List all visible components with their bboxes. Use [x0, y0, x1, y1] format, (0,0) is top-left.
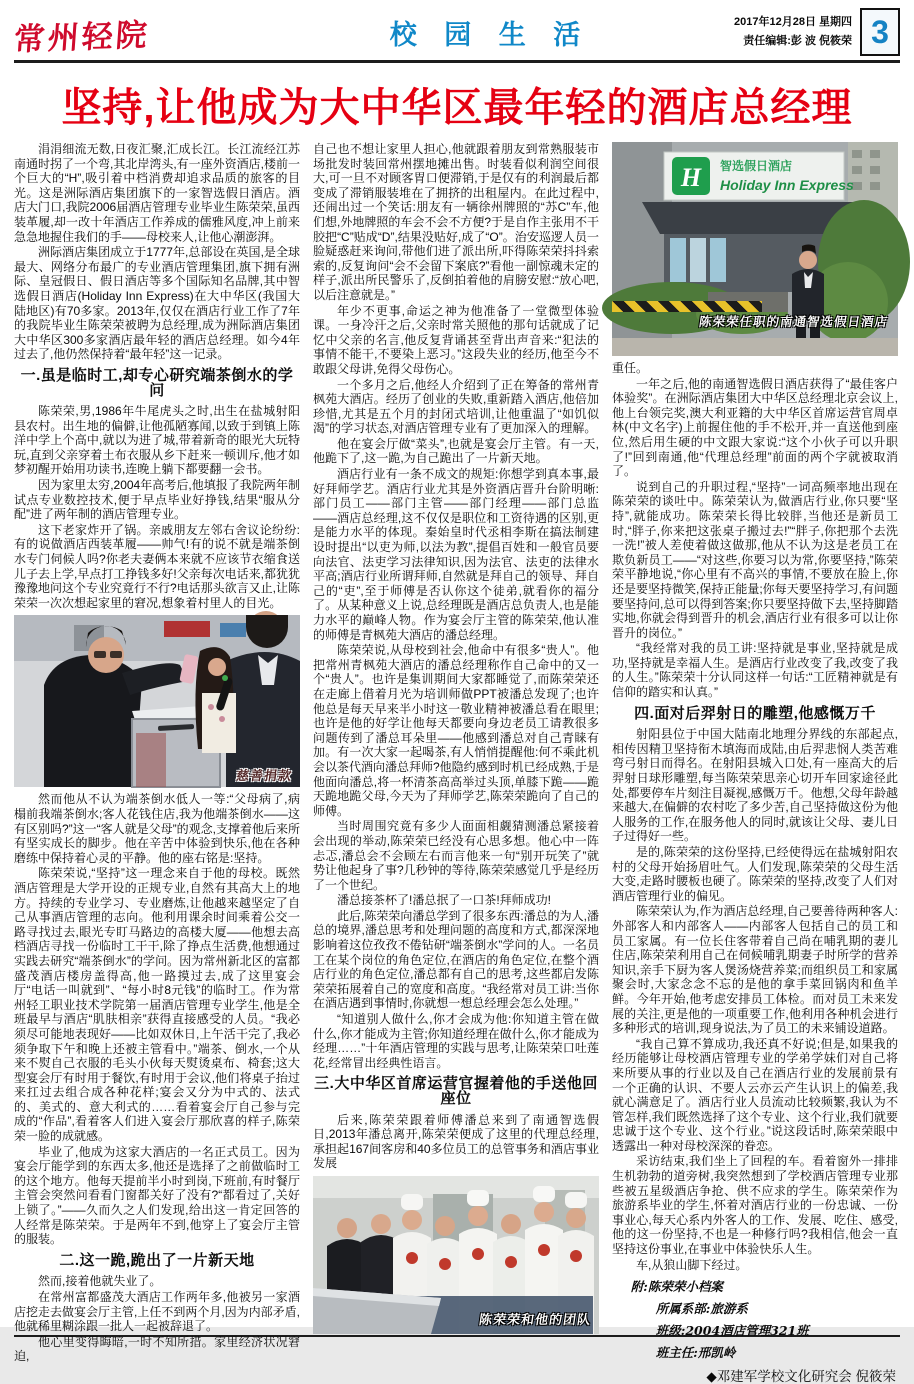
photo-caption: 慈善捐款 — [235, 767, 294, 783]
team-photo-art — [313, 1176, 599, 1334]
photo-team — [313, 1176, 599, 1334]
article-paragraph: 然而他从不认为端茶倒水低人一等:“父母病了,病榻前我端茶倒水;客人花钱住店,我为他端茶倒水——这有区别吗?”这一“客人就是父母”的观念,支撑着他后来所有坚实成长的脚步。他在辛苦中体验到快乐,他在各种磨练中保持着心灵的平静。他的座右铭是:坚持。 — [14, 792, 300, 865]
hazard-stripe — [612, 301, 762, 312]
article-paragraph: 当时周围究竟有多少人面面相觑猜测潘总紧接着会出现的举动,陈荣荣已经没有心思多想。他心中一阵忐忑,潘总会不会顾左右而言他来一句“别开玩笑了”就势让他起身了事?几秒钟的等待,陈荣荣感觉几乎是经历了一个世纪。 — [313, 819, 600, 892]
hotel-sign-cn: 智选假日酒店 — [720, 159, 793, 173]
header-meta — [734, 13, 852, 50]
article-paragraph: 是的,陈荣荣的这份坚持,已经使得远在盐城射阳农村的父母开始扬眉吐气。人们发现,陈荣荣的父母生活大变,走路时腰板也硬了。陈荣荣的坚持,改变了人们对酒店管理行业的偏见。 — [612, 845, 898, 903]
article-paragraph: 射阳县位于中国大陆南北地理分界线的东部起点,相传因精卫坚持衔木填海而成陆,由后羿悲悯人类苦难弯弓射日而得名。在射阳县城入口处,有一座高大的后羿射日球形雕塑,每当陈荣荣思亲心切开车回家途径此处,都要停车片刻注目凝视,感慨万千。他想,父母年龄越来越大,在偏僻的农村吃了多少苦,自己坚持做这份为他人服务的工作,在服务他人的同时,就该让父母、妻儿日子过得好一些。 — [612, 727, 899, 844]
article-paragraph: 洲际酒店集团成立于1777年,总部设在英国,是全球最大、网络分布最广的专业酒店管理集团,旗下拥有洲际、皇冠假日、假日酒店等多个国际知名品牌,其中智选假日酒店(Holiday Inn Express)在大中华区(我国大陆地区)有70多家。2013年,仅仅在酒店行业工作了7年的我院毕业生陈荣荣被聘为总经理,成为洲际酒店集团大中华区300多家酒店最年轻的酒店总经理。如今4年过去了,他仍然保持着“最年轻”这一记录。 — [14, 245, 300, 362]
article-paragraph: 陈荣荣认为,作为酒店总经理,自己要善待两种客人:外部客人和内部客人——内部客人包括自己的员工和员工家属。有一位长住客带着自己尚在哺乳期的妻儿住店,陈荣荣利用自己在伺候哺乳期妻子时所学的营养知识,亲手下厨为客人煲汤烧营养菜;而组织员工和家属聚会时,大家念念不忘的是他的拿手菜回锅肉和鱼羊鲜。今年开始,他考虑安排员工体检。而对员工未来发展的关注,更是他的一项重要工作,他利用各种机会进行多种形式的培训,现身说法,为了员工的未来铺设道路。 — [612, 904, 899, 1036]
article-paragraph: 此后,陈荣荣向潘总学到了很多东西:潘总的为人,潘总的境界,潘总思考和处理问题的高度和方式,都深深地影响着这位孜孜不倦钻研“端茶倒水”学问的人。一名员工在某个岗位的角色定位,在酒店的角色定位,在整个酒店行业的角色定位,潘总都有自己的思考,这些都启发陈荣荣拓展着自己的宽度和高度。“我经常对员工讲:当你在酒店遇到事情时,你就想一想总经理会怎么处理。” — [313, 908, 600, 1011]
article-paragraph: 说到自己的升职过程,“坚持”一词高频率地出现在陈荣荣的谈吐中。陈荣荣认为,做酒店行业,你只要“坚持”,就能成功。陈荣荣长得比较胖,当他还是新员工时,“胖子,你来把这张桌子搬过去!”“胖子,你把那个去洗一洗!”被人差使着做这做那,他从不认为这是老员工在欺负新员工——“对这些,你要习以为常,你要坚持,”陈荣荣平静地说,“你心里有不高兴的事情,不要放在脸上,你还是要坚持微笑,保持正能量;你每天要坚持学习,有问题要坚持问,总可以得到答案;你只要坚持做下去,坚持脚踏实地,你就会得到晋升的机会,酒店行业有很多可以让你晋升的岗位。” — [612, 479, 899, 640]
photo-caption: 陈荣荣和他的团队 — [478, 1312, 593, 1328]
article-paragraph: 这下老家炸开了锅。亲戚朋友左邻右舍议论纷纷:有的说做酒店西装革履——帅气!有的说不就是端茶倒水专门伺候人吗?你老夫妻俩本来就不应该节衣缩食送儿子去上学,早点打工挣钱多好!父亲每次电话来,都犹犹豫豫地问这个专业究竟行不行?电话那头欲言又止,让陈荣荣一次次想起家里的窘况,想象着村里人的目光。 — [14, 522, 301, 610]
article-paragraph: “我经常对我的员工讲:坚持就是事业,坚持就是成功,坚持就是幸福人生。是酒店行业改变了我,改变了我的人生。”陈荣荣十分认同这样一句话:“工匠精神就是有信仰的踏实和认真。” — [612, 641, 898, 700]
article-paragraph: 毕业了,他成为这家大酒店的一名正式员工。因为宴会厅能学到的东西太多,他还是选择了之前做临时工的这个地方。他每天提前半小时到岗,下班前,有时餐厅主管会突然问看看门窗都关好了没有?“都看过了,关好上锁了。”——久而久之人们发现,给出这一肯定回答的人经常是陈荣荣。于是两年不到,他穿上了宴会厅主管的服装。 — [14, 1144, 300, 1247]
profile-title: 附:陈荣荣小档案 — [630, 1279, 723, 1295]
article-paragraph: 涓涓细流无数,日夜汇聚,汇成长江。长江流经江苏南通时拐了一个弯,其北岸湾头,有一座外资酒店,楼前一个巨大的“H”,吸引着中档消费却追求品质的旅客的目光。这是洲际酒店集团旗下的一家智选假日酒店。酒店大门口,我院2006届酒店管理专业毕业生陈荣荣,虽西装革履,却一改十年酒店工作养成的儒雅风度,冲上前来急急地握住我们的手——母校来人,让他心潮澎湃。 — [14, 142, 301, 244]
section-heading-3: 三.大中华区首席运营官握着他的手送他回座位 — [314, 1075, 598, 1107]
article-paragraph: 他在宴会厅做“菜头”,也就是宴会厅主管。有一天,他跪下了,这一跪,为自己跪出了一片新天地。 — [313, 436, 599, 466]
article-paragraph: 酒店行业有一条不成文的规矩:你想学到真本事,最好拜师学艺。酒店行业尤其是外资酒店晋升台阶明晰:部门员工——部门主管——部门经理——部门总监——酒店总经理,这不仅仅是职位和工资待遇的区别,更是能力水平的体现。秦始皇时代丞相李斯在搞法制建设时提出“以吏为师,以法为教”,提倡百姓和一般官员要向法官、法吏学习法律知识,因为法官、法吏的法律水平高;酒店行业所谓拜师,自然就是拜自己的领导、拜自己的“吏”,至于师傅是否认你这个徒弟,就看你的福分了。从某种意义上说,总经理既是酒店总负责人,也是能力水平的巅峰人物。作为宴会厅主管的陈荣荣,他认准的师傅是青枫苑大酒店的潘总经理。 — [313, 467, 599, 642]
section-heading-4: 四.面对后羿射日的雕塑,他感慨万千 — [634, 704, 876, 722]
profile-box — [612, 1276, 898, 1364]
article-paragraph: 重任。 — [612, 361, 649, 375]
article-paragraph: 潘总接茶杯了!潘总抿了一口茶!拜师成功! — [337, 893, 552, 908]
section-heading-1: 一.虽是临时工,却专心研究端茶倒水的学问 — [20, 366, 294, 399]
article-paragraph: “我自己算不算成功,我还真不好说;但是,如果我的经历能够让母校酒店管理专业的学弟学妹们对自己将来所要从事的行业以及自己在酒店行业的发展前景有一个正确的认识、不要人云亦云产生认识上的偏差,我就心满意足了。酒店行业人员流动比较频繁,我认为不管怎样,我们既然选择了这个专业、这个行业,我们就要忠诚于这个专业、这个行业。”说这段话时,陈荣荣眼中透露出一种对母校深深的眷恋。 — [612, 1036, 898, 1153]
article-paragraph: 自己也不想让家里人担心,他就跟着朋友到常熟服装市场批发时装回常州摆地摊出售。时装看似利润空间很大,可一旦不对顾客胃口便滞销,于是仅有的利润最后都变成了滞销服装堆在了拥挤的出租屋内。在此过程中,还闹出过一个笑话:朋友有一辆徐州牌照的“苏C”车,他们想,外地牌照的车会不会不方便?于是自作主张用不干胶把“C”贴成“D”,结果没贴好,成了“O”。治安巡逻人员一脸疑惑赶来询问,带他们进了派出所,吓得陈荣荣抖抖索索的,反复询问“会不会留下案底?”看他一副惊魂未定的样子,派出所民警乐了,反倒拍着他的肩膀安慰:“放心吧,以后注意就是。” — [313, 142, 600, 302]
section-title: 校 园 生 活 — [389, 19, 591, 50]
profile-dept: 所属系部:旅游系 — [655, 1301, 748, 1317]
column-2 — [313, 142, 599, 1332]
article-headline: 坚持,让他成为大中华区最年轻的酒店总经理 — [61, 86, 853, 130]
article-paragraph: 陈荣荣,男,1986年牛尾虎头之时,出生在盐城射阳县农村。出生地的偏僻,让他孤陋寡闻,以致于到镇上陈洋中学上个高中,就以为进了城,带着新奇的眼光大玩特玩,直到父亲穿着土布衣服从乡下赶来一顿训斥,他才如梦初醒开始用功读书,连晚上躺下都要翻一会书。 — [14, 404, 300, 477]
article-paragraph: 采访结束,我们坐上了回程的车。看着窗外一排排生机勃勃的道旁树,我突然想到了学校酒店管理专业那些被五星级酒店争抢、供不应求的学生。陈荣荣作为旅游系毕业的学生,怀着对酒店行业的一份忠诚、一份事业心,每天心系内外客人的工作、发展、吃住、感受,他的这一份坚持,不也是一种修行吗?我相信,他会一直坚持这份事业,在事业中体验快乐人生。 — [612, 1154, 898, 1257]
article-paragraph: “知道别人做什么,你才会成为他:你知道主管在做什么,你才能成为主管;你知道经理在做什么,你才能成为经理……”十年酒店管理的实践与思考,让陈荣荣口吐莲花,经常冒出经典性语言。 — [313, 1012, 600, 1070]
date-line: 2017年12月28日 星期四 — [734, 16, 852, 29]
masthead-logo: 常州轻院 — [12, 16, 152, 58]
article-paragraph: 后来,陈荣荣跟着师傅潘总来到了南通智选假日,2013年潘总离开,陈荣荣便成了这里的代理总经理,承担起167间客房和40多位员工的总管事务和酒店事业发展 — [313, 1112, 599, 1171]
donation-photo-art — [14, 615, 300, 787]
article-paragraph: 陈荣荣说,“坚持”这一理念来自于他的母校。既然酒店管理是大学开设的正规专业,自然有其高大上的地方。持续的专业学习、专业磨炼,让他越来越坚定了自己从事酒店管理的志向。他利用课余时间乘着公交一路寻找过去,眼光专盯马路边的高楼大厦——他想去高档酒店寻找一份临时工干干,除了挣点生活费,他想通过实践去研究“端茶倒水”的学问。因为常州新北区的富都盛茂酒店楼房盖得高,他一路摸过去,成了这里宴会厅“电话一叫就到”、“每小时8元钱”的临时工。作为常州轻工职业技术学院第一届酒店管理专业学生,他是全班最早与酒店“肌肤相亲”获得直接感受的人员。“我必须尽可能地表现好——比如双休日,上午活干完了,我必须争取下午和晚上还被主管看中。”端茶、倒水,一个从来不熨自己衣服的毛头小伙每天熨烫桌布、椅套;这大型宴会厅有时用于餐饮,有时用于会议,他们将桌子抬过来扛过去组合成各种花样;宴会又分为中式的、法式的、美式的、意大利式的……看着宴会厅自己参与完成的“作品”,看着客人们进入宴会厅那欣喜的样子,陈荣荣一脸的成就感。 — [14, 866, 300, 1144]
article-paragraph: 在常州富都盛茂大酒店工作两年多,他被另一家酒店挖走去做宴会厅主管,上任不到两个月,因为内部矛盾,他就稀里糊涂跟一批人一起被辞退了。 — [14, 1290, 301, 1334]
article-paragraph: 他心里变得晦暗,一时不知所措。家里经济状况窘迫, — [14, 1334, 300, 1364]
article-paragraph: 一年之后,他的南通智选假日酒店获得了“最佳客户体验奖”。在洲际酒店集团大中华区总经理北京会议上,他上台领完奖,澳大利亚籍的大中华区首席运营官周卓林(中文名字)上前握住他的手不松开,并一直送他到座位,然后用生硬的中文跟大家说:“这个小伙子可以升职了!”回到南通,他“代理总经理”前面的两个字就被取消了。 — [612, 376, 898, 479]
column-3 — [612, 142, 899, 1384]
column-1 — [14, 142, 301, 1364]
article-paragraph: 车,从狼山脚下经过。 — [636, 1257, 748, 1272]
profile-teacher: 班主任:邢凯岭 — [655, 1344, 736, 1360]
page-header — [14, 6, 900, 58]
photo-caption: 陈荣荣任职的南通智选假日酒店 — [698, 315, 890, 330]
photo-donation — [14, 615, 300, 787]
holiday-inn-logo: H — [680, 163, 702, 192]
article-paragraph: 因为家里太穷,2004年高考后,他填报了我院两年制试点专业数控技术,便于早点毕业好挣钱,结果“服从分配”进了两年制的酒店管理专业。 — [14, 478, 300, 522]
editor-line: 责任编辑:彭 波 倪筱荣 — [743, 35, 852, 47]
profile-class: 班级:2004酒店管理321班 — [655, 1322, 809, 1338]
page-number: 3 — [860, 8, 900, 56]
article-paragraph: 年少不更事,命运之神为他准备了一堂微型体验课。一身冷汗之后,父亲时常关照他的那句话就成了记忆中父亲的名言,他反复背诵甚至背出声音来:“犯法的事情不能干,不要染上恶习。”这段失业的经历,他至今不敢跟父母讲,免得父母伤心。 — [313, 303, 599, 376]
hotel-sign-en: Holiday Inn Express — [720, 177, 854, 193]
article-byline: ◆邓建军学校文化研究会 倪筱荣 — [706, 1368, 896, 1384]
article-paragraph: 陈荣荣说,从母校到社会,他命中有很多“贵人”。他把常州青枫苑大酒店的潘总经理称作自己命中的又一个“贵人”。也许是集训期间大家都睡觉了,而陈荣荣还在走廊上借着月光为培训师做PPT被潘总发现了;也许他总是每天早来半小时这一敬业精神被潘总看在眼里;也许是他的好学让他每天都要向身边老员工请教很多问题传到了潘总耳朵里——他感到潘总对自己青睐有加。有一次大家一起喝茶,有人悄悄提醒他:何不乘此机会以茶代酒向潘总拜师?他隐约感到时机已经成熟,于是他面向潘总,将一杯清茶高高举过头顶,单膝下跪——跪天跪地跪父母,今天为了拜师学艺,陈荣荣跪向了自己的师傅。 — [313, 643, 600, 818]
article-paragraph: 一个多月之后,他经人介绍到了正在筹备的常州青枫苑大酒店。经历了创业的失败,重新踏入酒店,他倍加珍惜,尤其是五个月的封闭式培训,让他重温了“如饥似渴”的学习状态,对酒店管理专业有了更加深入的理解。 — [313, 377, 599, 436]
section-heading-2: 二.这一跪,跪出了一片新天地 — [59, 1251, 255, 1269]
article-body — [14, 142, 900, 1384]
photo-hotel — [612, 142, 898, 356]
article-paragraph: 然而,接着他就失业了。 — [38, 1274, 162, 1289]
